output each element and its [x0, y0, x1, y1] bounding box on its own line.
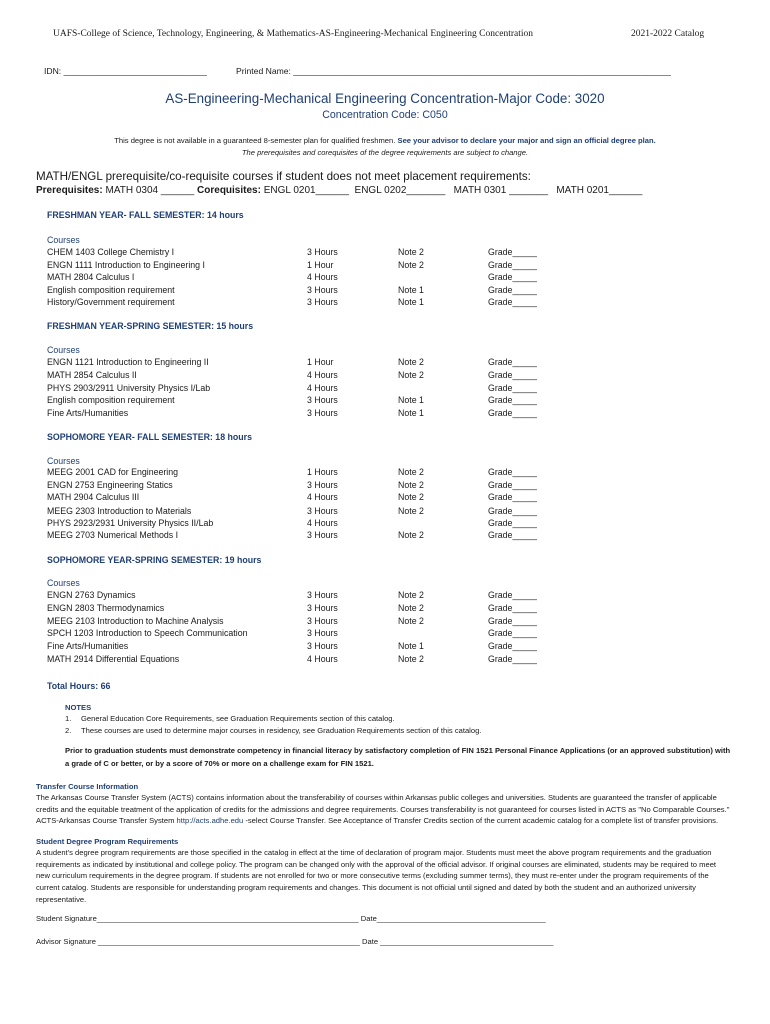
course-hours: 1 Hour [307, 357, 334, 367]
courses-label: Courses [47, 578, 80, 588]
course-note: Note 2 [398, 506, 424, 516]
prereq-value: MATH 0304 ______ [105, 185, 195, 196]
course-name: ENGN 1121 Introduction to Engineering II [47, 357, 209, 367]
table-row [47, 603, 607, 616]
course-note: Note 2 [398, 616, 424, 626]
course-name: MATH 2904 Calculus III [47, 492, 140, 502]
course-name: ENGN 1111 Introduction to Engineering I [47, 260, 205, 270]
course-name: Fine Arts/Humanities [47, 641, 129, 651]
semester-title: SOPHOMORE YEAR- FALL SEMESTER: 18 hours [47, 432, 252, 442]
course-note: Note 1 [398, 408, 424, 418]
grade-field[interactable]: Grade_____ [488, 383, 537, 393]
grade-field[interactable]: Grade_____ [488, 603, 537, 613]
table-row [47, 492, 607, 505]
program-requirements-heading: Student Degree Program Requirements [36, 837, 179, 846]
table-row [47, 628, 607, 641]
course-hours: 1 Hour [307, 260, 334, 270]
course-hours: 3 Hours [307, 590, 338, 600]
course-name: CHEM 1403 College Chemistry I [47, 247, 175, 257]
note-item: 2. These courses are used to determine major courses in residency, see Graduation Requirements section of this catalog. [65, 726, 482, 735]
grade-field[interactable]: Grade_____ [488, 408, 537, 418]
transfer-text: The Arkansas Course Transfer System (ACTS) contains information about the transferability of courses within Arkansas public colleges and universities. Students are guaranteed the transfer of applicable credits and the equitable treatment of the application of credits for the admissions and degree requirements. Courses transferability is not guaranteed for courses listed in ACTS as "No Comparable Courses." ACTS-Arkansas Course Transfer System http://acts.adhe.edu -select Course Transfer. See Acceptance of Transfer Credits section of the current academic catalog for a complete list of transfer provisions. [36, 793, 730, 826]
catalog-year: 2021-2022 Catalog [631, 29, 705, 39]
course-name: MEEG 2001 CAD for Engineering [47, 467, 179, 477]
grade-field[interactable]: Grade_____ [488, 247, 537, 257]
courses-label: Courses [47, 345, 80, 355]
grade-field[interactable]: Grade_____ [488, 616, 537, 626]
course-name: ENGN 2803 Thermodynamics [47, 603, 165, 613]
course-hours: 3 Hours [307, 530, 338, 540]
course-hours: 4 Hours [307, 370, 338, 380]
grade-field[interactable]: Grade_____ [488, 530, 537, 540]
courses-label: Courses [47, 456, 80, 466]
course-note: Note 2 [398, 370, 424, 380]
course-name: MATH 2854 Calculus II [47, 370, 137, 380]
concentration-code: Concentration Code: C050 [322, 109, 448, 121]
notes-heading: NOTES [65, 703, 92, 712]
student-signature-line[interactable]: Student Signature______________________________________________________________ Date________________________________________ [36, 914, 546, 923]
course-hours: 4 Hours [307, 518, 338, 528]
course-name: PHYS 2923/2931 University Physics II/Lab [47, 518, 214, 528]
course-hours: 3 Hours [307, 641, 338, 651]
table-row [47, 467, 607, 480]
course-note: Note 2 [398, 357, 424, 367]
course-name: SPCH 1203 Introduction to Speech Communication [47, 628, 248, 638]
table-row [47, 530, 607, 543]
grade-field[interactable]: Grade_____ [488, 480, 537, 490]
table-row [47, 654, 607, 667]
course-hours: 4 Hours [307, 492, 338, 502]
table-row [47, 272, 607, 285]
course-name: MATH 2914 Differential Equations [47, 654, 180, 664]
program-requirements-text: A student's degree program requirements are those specified in the catalog in effect at the time of declaration of program major. Students must meet the above program requirements and the graduation requirements as indicated by institutional and college policy. The program can be changed only with the approval of the official advisor. If original courses are eliminated, students may be required to meet new curriculum requirements in the degree program. If students are not enrolled for two or more consecutive terms (excluding summer terms), they must re-enter under the program requirements of the current catalog. Students are responsible for understanding program requirements and changes. This document is not official until signed and dated by both the student and an authorized university representative. [36, 848, 717, 904]
printed-name-field[interactable]: Printed Name: _______________________________________________________________________________ [236, 66, 671, 76]
course-name: MEEG 2103 Introduction to Machine Analysis [47, 616, 224, 626]
course-note: Note 2 [398, 260, 424, 270]
guarantee-notice: This degree is not available in a guaranteed 8-semester plan for qualified freshmen. See your advisor to declare your major and sign an official degree plan. [114, 136, 656, 145]
course-name: Fine Arts/Humanities [47, 408, 129, 418]
course-name: English composition requirement [47, 285, 175, 295]
course-note: Note 2 [398, 247, 424, 257]
table-row [47, 395, 607, 408]
course-note: Note 2 [398, 590, 424, 600]
course-name: MATH 2804 Calculus I [47, 272, 135, 282]
course-name: MEEG 2303 Introduction to Materials [47, 506, 192, 516]
course-hours: 4 Hours [307, 272, 338, 282]
course-hours: 3 Hours [307, 506, 338, 516]
coreq-label: Corequisites: [197, 185, 261, 196]
course-hours: 3 Hours [307, 285, 338, 295]
course-hours: 1 Hours [307, 467, 338, 477]
grade-field[interactable]: Grade_____ [488, 641, 537, 651]
subject-to-change-notice: The prerequisites and corequisites of the degree requirements are subject to change. [241, 148, 529, 157]
course-note: Note 2 [398, 467, 424, 477]
course-hours: 3 Hours [307, 628, 338, 638]
grade-field[interactable]: Grade_____ [488, 357, 537, 367]
coreq-value: ENGL 0201______ ENGL 0202_______ MATH 0301 _______ MATH 0201______ [263, 185, 643, 196]
semester-title: FRESHMAN YEAR- FALL SEMESTER: 14 hours [47, 210, 244, 220]
grade-field[interactable]: Grade_____ [488, 590, 537, 600]
course-hours: 3 Hours [307, 616, 338, 626]
course-note: Note 1 [398, 297, 424, 307]
course-note: Note 1 [398, 395, 424, 405]
grade-field[interactable]: Grade_____ [488, 370, 537, 380]
course-note: Note 1 [398, 285, 424, 295]
semester-title: FRESHMAN YEAR-SPRING SEMESTER: 15 hours [47, 321, 254, 331]
idn-field[interactable]: IDN: ______________________________ [44, 66, 207, 76]
course-name: PHYS 2903/2911 University Physics I/Lab [47, 383, 211, 393]
grade-field[interactable]: Grade_____ [488, 506, 537, 516]
course-hours: 3 Hours [307, 247, 338, 257]
grade-field[interactable]: Grade_____ [488, 654, 537, 664]
grade-field[interactable]: Grade_____ [488, 467, 537, 477]
prereq-line [36, 185, 642, 196]
course-note: Note 2 [398, 603, 424, 613]
course-note: Note 2 [398, 654, 424, 664]
financial-literacy-requirement: Prior to graduation students must demonstrate competency in financial literacy by satisfactory completion of FIN 1521 Personal Finance Applications (or an approved substitution) with a grade of C or better, or by a score of 70% or more on a challenge exam for FIN 1521. [65, 746, 731, 768]
table-row [47, 357, 607, 370]
table-row [47, 370, 607, 383]
course-note: Note 2 [398, 492, 424, 502]
course-hours: 4 Hours [307, 654, 338, 664]
course-note: Note 2 [398, 480, 424, 490]
semester-title: SOPHOMORE YEAR-SPRING SEMESTER: 19 hours [47, 555, 262, 565]
catalog-header-title: UAFS-College of Science, Technology, Engineering, & Mathematics-AS-Engineering-Mechanical Engineering Concentration [53, 29, 534, 39]
grade-field[interactable]: Grade_____ [488, 628, 537, 638]
grade-field[interactable]: Grade_____ [488, 297, 537, 307]
table-row [47, 590, 607, 603]
table-row [47, 247, 607, 260]
acts-link[interactable]: http://acts.adhe.edu [176, 816, 244, 826]
prereq-label: Prerequisites: [36, 185, 103, 196]
page-title: AS-Engineering-Mechanical Engineering Concentration-Major Code: 3020 [165, 91, 605, 106]
course-name: ENGN 2763 Dynamics [47, 590, 136, 600]
course-name: MEEG 2703 Numerical Methods I [47, 530, 179, 540]
course-name: English composition requirement [47, 395, 175, 405]
course-hours: 3 Hours [307, 408, 338, 418]
transfer-heading: Transfer Course Information [36, 782, 139, 791]
grade-field[interactable]: Grade_____ [488, 285, 537, 295]
prereq-heading: MATH/ENGL prerequisite/co-requisite courses if student does not meet placement requirements: [36, 170, 531, 183]
course-note: Note 1 [398, 641, 424, 651]
course-hours: 3 Hours [307, 395, 338, 405]
course-note: Note 2 [398, 530, 424, 540]
course-hours: 4 Hours [307, 383, 338, 393]
table-row [47, 641, 607, 654]
course-hours: 3 Hours [307, 297, 338, 307]
table-row [47, 408, 607, 421]
grade-field[interactable]: Grade_____ [488, 272, 537, 282]
grade-field[interactable]: Grade_____ [488, 492, 537, 502]
grade-field[interactable]: Grade_____ [488, 518, 537, 528]
course-hours: 3 Hours [307, 480, 338, 490]
grade-field[interactable]: Grade_____ [488, 395, 537, 405]
course-name: History/Government requirement [47, 297, 175, 307]
course-name: ENGN 2753 Engineering Statics [47, 480, 173, 490]
grade-field[interactable]: Grade_____ [488, 260, 537, 270]
courses-label: Courses [47, 235, 80, 245]
course-hours: 3 Hours [307, 603, 338, 613]
advisor-signature-line[interactable]: Advisor Signature ______________________________________________________________ Date _________________________________________ [36, 937, 554, 946]
table-row [47, 297, 607, 310]
total-hours: Total Hours: 66 [47, 681, 111, 691]
advisor-notice: See your advisor to declare your major and sign an official degree plan. [397, 136, 656, 145]
note-item: 1. General Education Core Requirements, see Graduation Requirements section of this catalog. [65, 714, 395, 723]
